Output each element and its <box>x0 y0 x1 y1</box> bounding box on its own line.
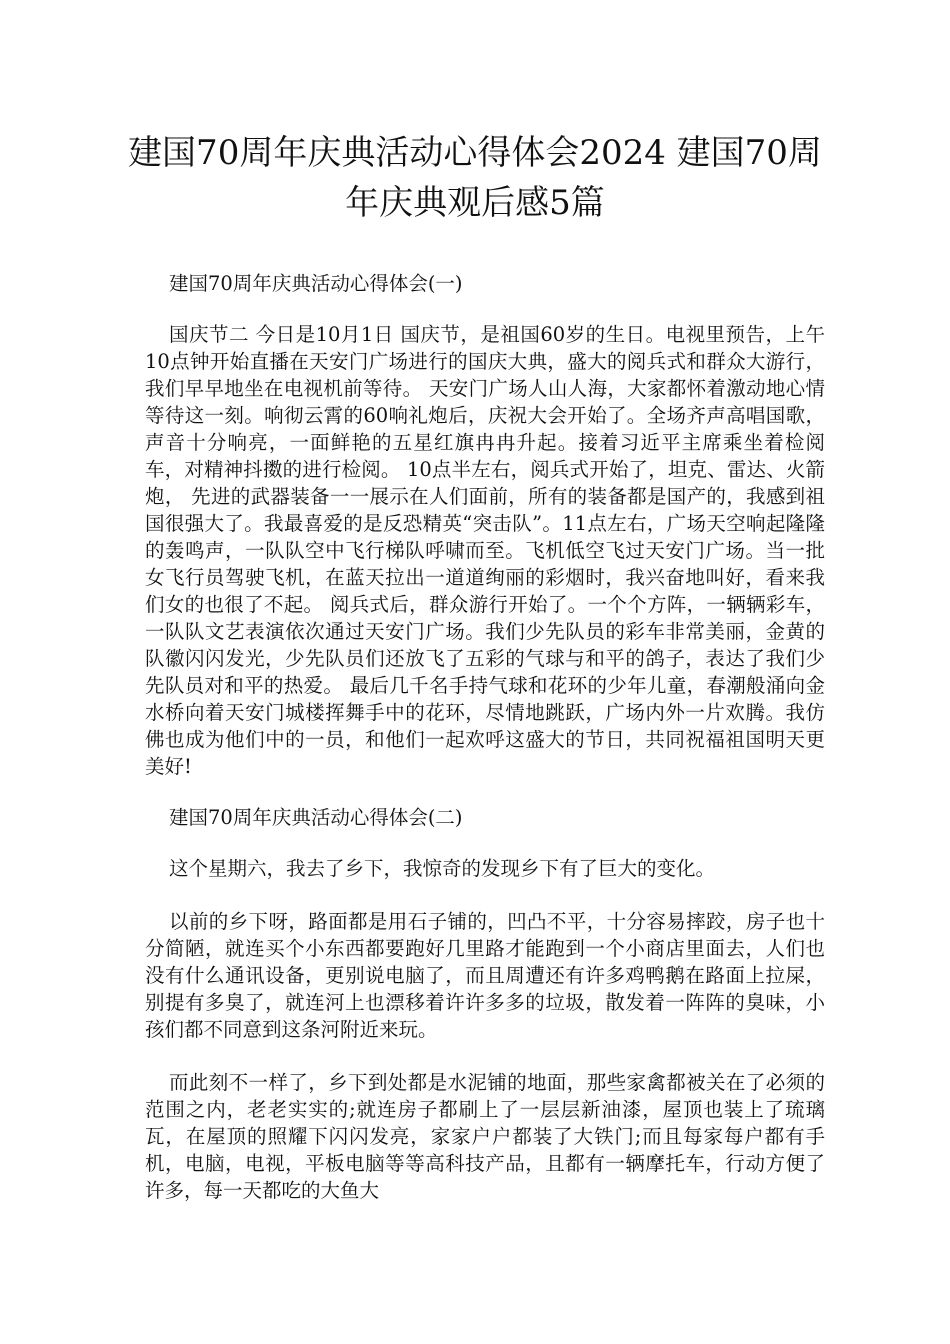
section-heading-1: 建国70周年庆典活动心得体会(一) <box>169 272 463 295</box>
document-body <box>145 270 825 1204</box>
section-2-paragraph-1: 这个星期六，我去了乡下，我惊奇的发现乡下有了巨大的变化。 <box>169 857 716 880</box>
section-2-paragraph-2: 以前的乡下呀，路面都是用石子铺的，凹凸不平，十分容易摔跤，房子也十分简陋，就连买个小东西都要跑好几里路才能跑到一个小商店里面去，人们也没有什么通讯设备，更别说电脑了，而且周遭还有许多鸡鸭鹅在路面上拉屎，别提有多臭了，就连河上也漂移着许许多多的垃圾，散发着一阵阵的臭味，小孩们都不同意到这条河附近来玩。 <box>145 910 825 1041</box>
document-title: 建国70周年庆典活动心得体会2024 建国70周年庆典观后感5篇 <box>128 133 822 223</box>
section-2-paragraph-3: 而此刻不一样了，乡下到处都是水泥铺的地面，那些家禽都被关在了必须的范围之内，老老实实的;就连房子都刷上了一层层新油漆，屋顶也装上了琉璃瓦，在屋顶的照耀下闪闪发亮，家家户户都装了大铁门;而且每家每户都有手机，电脑，电视，平板电脑等等高科技产品，且都有一辆摩托车，行动方便了许多，每一天都吃的大鱼大 <box>145 1071 825 1202</box>
section-1-paragraph-1: 国庆节二 今日是10月1日 国庆节，是祖国60岁的生日。电视里预告，上午10点钟开始直播在天安门广场进行的国庆大典，盛大的阅兵式和群众大游行，我们早早地坐在电视机前等待。 天安门广场人山人海，大家都怀着激动地心情等待这一刻。响彻云霄的60响礼炮后，庆祝大会开始了。全场齐声高唱国歌，声音十分响亮，一面鲜艳的五星红旗冉冉升起。接着习近平主席乘坐着检阅车，对精神抖擞的进行检阅。 10点半左右，阅兵式开始了，坦克、雷达、火箭炮， 先进的武器装备一一展示在人们面前，所有的装备都是国产的，我感到祖国很强大了。我最喜爱的是反恐精英“突击队”。11点左右，广场天空响起隆隆的轰鸣声，一队队空中飞行梯队呼啸而至。飞机低空飞过天安门广场。当一批女飞行员驾驶飞机，在蓝天拉出一道道绚丽的彩烟时，我兴奋地叫好，看来我们女的也很了不起。 阅兵式后，群众游行开始了。一个个方阵，一辆辆彩车，一队队文艺表演依次通过天安门广场。我们少先队员的彩车非常美丽，金黄的队徽闪闪发光，少先队员们还放飞了五彩的气球与和平的鸽子，表达了我们少先队员对和平的热爱。 最后几千名手持气球和花环的少年儿童，春潮般涌向金水桥向着天安门城楼挥舞手中的花环，尽情地跳跃，广场内外一片欢腾。我仿佛也成为他们中的一员，和他们一起欢呼这盛大的节日，共同祝福祖国明天更美好! <box>145 323 825 778</box>
section-heading-2: 建国70周年庆典活动心得体会(二) <box>169 806 463 829</box>
